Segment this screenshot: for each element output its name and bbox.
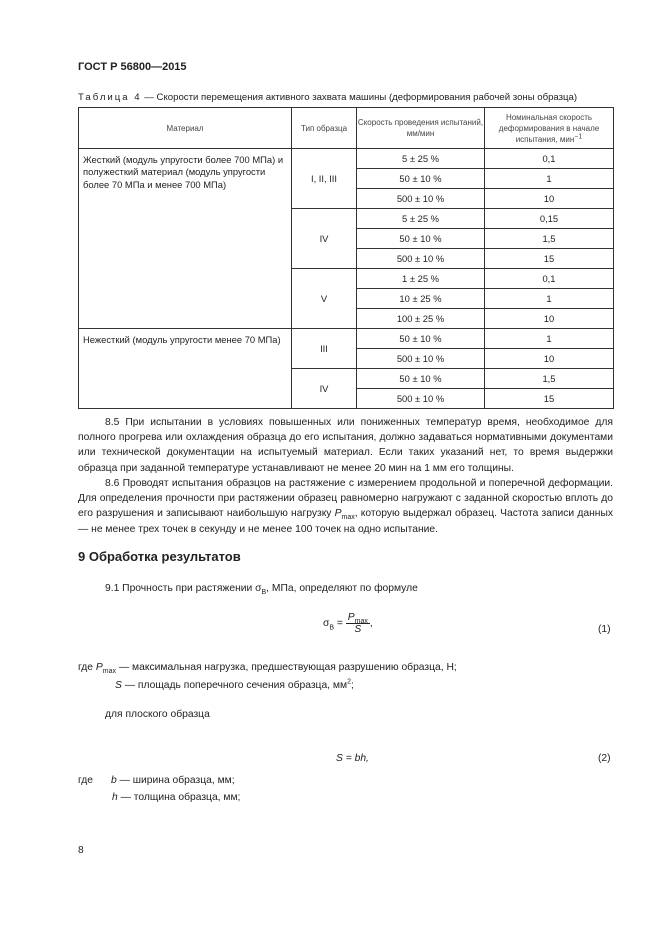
p86-text-b: , которую выдержал образец. Частота записи данных — не менее трех точек в секунду и не менее 100 точек на одно испытание. [78, 508, 613, 535]
table-caption [78, 92, 577, 103]
formula-1-number: (1) [598, 624, 611, 635]
formula-2: S = bh, [336, 753, 369, 764]
test-speed-cell: 50 ± 10 % [357, 229, 485, 249]
section-heading: 9 Обработка результатов [78, 549, 241, 564]
test-speed-cell: 1 ± 25 % [357, 269, 485, 289]
strain-rate-cell: 10 [485, 349, 614, 369]
material-cell: Жесткий (модуль упругости более 700 МПа) и полужесткий материал (модуль упругости более 70 МПа и менее 700 МПа) [79, 149, 292, 329]
paragraph-8-5: 8.5 При испытании в условиях повышенных или пониженных температур время, необходимое для полного прогрева или охлаждения образца до его испытания, должно задаваться нормативными документами или технической документации на испытуемый материал. Если таких указаний нет, то время выдержки образца при заданной температуре устанавливают не менее 20 мин на 1 мм его толщины. [78, 417, 613, 474]
strain-rate-cell: 10 [485, 309, 614, 329]
p91-text-b: , МПа, определяют по формуле [266, 583, 418, 594]
definition-s: S — площадь поперечного сечения образца, $мм^2$; [115, 678, 354, 691]
pmax-symbol: P [334, 508, 342, 520]
specimen-type-cell: IV [292, 369, 357, 409]
paragraph-9-1 [105, 583, 418, 597]
strain-rate-cell: 1 [485, 169, 614, 189]
strain-rate-cell: 0,1 [485, 149, 614, 169]
strain-rate-cell: 10 [485, 189, 614, 209]
test-speed-cell: 500 ± 10 % [357, 249, 485, 269]
test-speed-cell: 10 ± 25 % [357, 289, 485, 309]
specimen-type-cell: I, II, III [292, 149, 357, 209]
table-header-cell: Материал [79, 108, 292, 149]
strain-rate-cell: 15 [485, 389, 614, 409]
test-speed-cell: 50 ± 10 % [357, 169, 485, 189]
strain-rate-cell: 1,5 [485, 229, 614, 249]
p91-text-a: 9.1 Прочность при растяжении σ [105, 583, 262, 594]
formula-2-number: (2) [598, 753, 611, 764]
table-header-cell: Тип образца [292, 108, 357, 149]
page-number: 8 [78, 845, 84, 856]
table-header-cell: Номинальная скорость деформирования в начале испытания, мин$^{-1}$ [485, 108, 614, 149]
definition-pmax: где $P_{max}$ — максимальная нагрузка, предшествующая разрушению образца, Н; [78, 662, 457, 676]
strain-rate-cell: 0,1 [485, 269, 614, 289]
document-header: ГОСТ Р 56800—2015 [78, 61, 187, 73]
formula-1: $\sigma_В$ = $\frac{P_{max}}{S}$ , [323, 612, 373, 635]
strain-rate-cell: 1,5 [485, 369, 614, 389]
table-row [79, 149, 614, 169]
specimen-type-cell: V [292, 269, 357, 329]
table-row [79, 329, 614, 349]
strain-rate-cell: 1 [485, 289, 614, 309]
test-speed-cell: 100 ± 25 % [357, 309, 485, 329]
table-caption-label: Таблица 4 [78, 92, 142, 103]
definition-h: h — толщина образца, мм; [112, 792, 241, 803]
definition-b: где b — ширина образца, мм; [78, 775, 235, 786]
specimen-type-cell: III [292, 329, 357, 369]
test-speed-cell: 500 ± 10 % [357, 349, 485, 369]
sigma-sub: В [261, 589, 267, 597]
flat-specimen-text: для плоского образца [105, 709, 210, 720]
strain-rate-cell: 0,15 [485, 209, 614, 229]
test-speed-cell: 5 ± 25 % [357, 209, 485, 229]
material-cell: Нежесткий (модуль упругости менее 70 МПа) [79, 329, 292, 409]
p86-text-a: 8.6 Проводят испытания образцов на растяжение с измерением продольной и поперечной деформации. Для определения прочности при растяжении образец равномерно нагружают с заданной скоростью вплоть до его разрушения и записывают наибольшую нагрузку [78, 478, 613, 520]
speed-table [78, 107, 614, 409]
pmax-sub: max [341, 514, 355, 522]
strain-rate-cell: 1 [485, 329, 614, 349]
test-speed-cell: 50 ± 10 % [357, 369, 485, 389]
table-header-cell: Скорость проведения испытаний, мм/мин [357, 108, 485, 149]
table-caption-text: — Скорости перемещения активного захвата машины (деформирования рабочей зоны образца) [141, 92, 578, 103]
test-speed-cell: 5 ± 25 % [357, 149, 485, 169]
test-speed-cell: 500 ± 10 % [357, 389, 485, 409]
specimen-type-cell: IV [292, 209, 357, 269]
paragraph-8-6 [78, 476, 613, 537]
test-speed-cell: 50 ± 10 % [357, 329, 485, 349]
test-speed-cell: 500 ± 10 % [357, 189, 485, 209]
strain-rate-cell: 15 [485, 249, 614, 269]
